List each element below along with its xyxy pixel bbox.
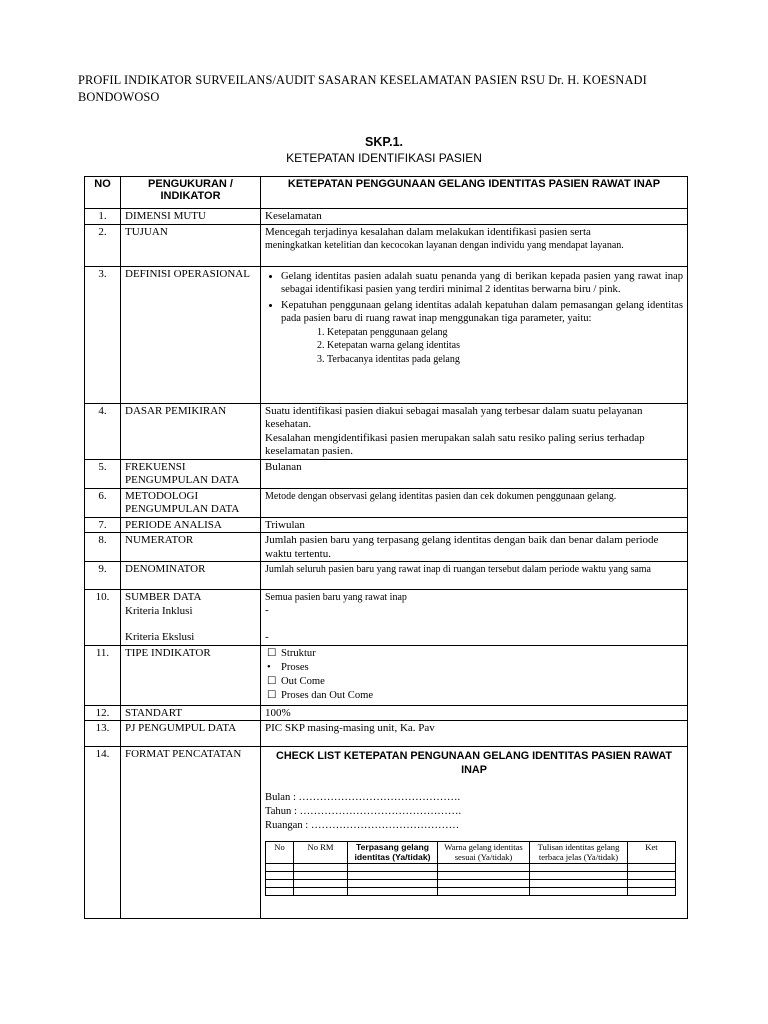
row-value bbox=[261, 590, 688, 646]
document-header bbox=[78, 72, 718, 106]
bullet-icon: • bbox=[267, 661, 271, 673]
definition-list bbox=[265, 270, 683, 367]
basis-line-2: Kesalahan mengidentifikasi pasien merupakan salah satu resiko paling serius terhadap keselamatan pasien. bbox=[265, 431, 645, 457]
inclusion-value: - bbox=[265, 604, 269, 616]
row-no: 4. bbox=[85, 403, 121, 459]
row-value bbox=[261, 266, 688, 403]
row-no: 3. bbox=[85, 266, 121, 403]
row-label: FORMAT PENCATATAN bbox=[121, 747, 261, 919]
row-value: Keselamatan bbox=[261, 209, 688, 225]
checklist-empty-row bbox=[266, 872, 676, 880]
room-field: Ruangan : …………………………………… bbox=[265, 820, 460, 831]
checklist-col-no: No bbox=[266, 842, 294, 864]
header-indicator: PENGUKURAN / INDIKATOR bbox=[121, 177, 261, 209]
source-value: Semua pasien baru yang rawat inap bbox=[265, 592, 407, 603]
exclusion-label: Kriteria Ekslusi bbox=[125, 631, 195, 643]
row-no: 13. bbox=[85, 721, 121, 747]
checklist-empty-row bbox=[266, 888, 676, 896]
row-no: 8. bbox=[85, 533, 121, 562]
table-row bbox=[85, 488, 688, 517]
row-value: Jumlah seluruh pasien baru yang rawat inap di ruangan tersebut dalam periode waktu yang sama bbox=[261, 562, 688, 590]
table-header-row bbox=[85, 177, 688, 209]
purpose-line-1: Mencegah terjadinya kesalahan dalam melakukan identifikasi pasien serta bbox=[265, 225, 591, 238]
header-value: KETEPATAN PENGGUNAAN GELANG IDENTITAS PASIEN RAWAT INAP bbox=[261, 177, 688, 209]
checklist-title: CHECK LIST KETEPATAN PENGUNAAN GELANG IDENTITAS PASIEN RAWAT INAP bbox=[276, 750, 672, 776]
option-label: Proses bbox=[281, 661, 309, 673]
row-value: 100% bbox=[261, 705, 688, 721]
row-no: 7. bbox=[85, 517, 121, 533]
indicator-type-option bbox=[265, 661, 683, 675]
document-title bbox=[84, 134, 684, 166]
row-label: PJ PENGUMPUL DATA bbox=[121, 721, 261, 747]
parameter-item: 2. Ketepatan warna gelang identitas bbox=[327, 339, 683, 353]
checklist-col-installed: Terpasang gelang identitas (Ya/tidak) bbox=[348, 842, 438, 864]
checklist-header-row bbox=[266, 842, 676, 864]
checklist-col-note: Ket bbox=[628, 842, 676, 864]
month-field: Bulan : ………………………………………. bbox=[265, 792, 461, 803]
inclusion-label: Kriteria Inklusi bbox=[125, 604, 193, 617]
table-row bbox=[85, 403, 688, 459]
row-no: 2. bbox=[85, 224, 121, 266]
table-row bbox=[85, 209, 688, 225]
year-field: Tahun : ………………………………………. bbox=[265, 806, 462, 817]
parameter-item: 1. Ketepatan penggunaan gelang bbox=[327, 326, 683, 340]
definition-bullet-2 bbox=[281, 299, 683, 367]
row-label: NUMERATOR bbox=[121, 533, 261, 562]
table-row bbox=[85, 590, 688, 646]
row-label: METODOLOGI PENGUMPULAN DATA bbox=[121, 488, 261, 517]
table-row bbox=[85, 747, 688, 919]
row-label: PERIODE ANALISA bbox=[121, 517, 261, 533]
exclusion-value: - bbox=[265, 630, 269, 643]
checkbox-icon: ☐ bbox=[267, 647, 277, 659]
table-row bbox=[85, 517, 688, 533]
indicator-type-option bbox=[265, 647, 683, 661]
checklist-empty-row bbox=[266, 864, 676, 872]
row-value: Triwulan bbox=[261, 517, 688, 533]
row-label: DEFINISI OPERASIONAL bbox=[121, 266, 261, 403]
table-row bbox=[85, 459, 688, 488]
checklist-meta bbox=[265, 791, 683, 833]
indicator-name: KETEPATAN IDENTIFIKASI PASIEN bbox=[286, 151, 482, 165]
checklist-table bbox=[265, 841, 676, 896]
checklist-col-readable: Tulisan identitas gelang terbaca jelas (Ya/tidak) bbox=[530, 842, 628, 864]
indicator-profile-table bbox=[84, 176, 688, 919]
row-label: DASAR PEMIKIRAN bbox=[121, 403, 261, 459]
definition-bullet-1: • Gelang identitas pasien adalah suatu penanda yang di berikan kepada pasien yang rawat inap sebagai identifikasi pasien yang terdiri minimal 2 identitas berwarna biru / pink. bbox=[281, 270, 683, 297]
row-value bbox=[261, 645, 688, 705]
row-no: 1. bbox=[85, 209, 121, 225]
table-row bbox=[85, 721, 688, 747]
row-value bbox=[261, 403, 688, 459]
row-value: PIC SKP masing-masing unit, Ka. Pav bbox=[261, 721, 688, 747]
basis-line-1: Suatu identifikasi pasien diakui sebagai masalah yang terbesar dalam suatu pelayanan kesehatan. bbox=[265, 404, 643, 430]
row-no: 11. bbox=[85, 645, 121, 705]
row-label: DENOMINATOR bbox=[121, 562, 261, 590]
row-no: 5. bbox=[85, 459, 121, 488]
checkbox-icon: ☐ bbox=[267, 675, 277, 687]
row-no: 9. bbox=[85, 562, 121, 590]
table-row bbox=[85, 266, 688, 403]
option-label: Out Come bbox=[281, 675, 325, 687]
row-value: Metode dengan observasi gelang identitas pasien dan cek dokumen penggunaan gelang. bbox=[261, 488, 688, 517]
row-label: DIMENSI MUTU bbox=[121, 209, 261, 225]
option-label: Struktur bbox=[281, 647, 316, 659]
checklist-col-color: Warna gelang identitas sesuai (Ya/tidak) bbox=[438, 842, 530, 864]
header-line-2: BONDOWOSO bbox=[78, 90, 160, 104]
row-label: TIPE INDIKATOR bbox=[121, 645, 261, 705]
row-label: TUJUAN bbox=[121, 224, 261, 266]
table-row bbox=[85, 705, 688, 721]
row-label: FREKUENSI PENGUMPULAN DATA bbox=[121, 459, 261, 488]
indicator-type-option bbox=[265, 689, 683, 703]
table-row bbox=[85, 224, 688, 266]
row-no: 12. bbox=[85, 705, 121, 721]
row-value: Bulanan bbox=[261, 459, 688, 488]
indicator-code: SKP.1. bbox=[365, 135, 403, 149]
parameter-item: 3. Terbacanya identitas pada gelang bbox=[327, 353, 683, 367]
row-label bbox=[121, 590, 261, 646]
row-no: 6. bbox=[85, 488, 121, 517]
table-row bbox=[85, 533, 688, 562]
checklist-empty-row bbox=[266, 880, 676, 888]
header-no: NO bbox=[85, 177, 121, 209]
row-label: STANDART bbox=[121, 705, 261, 721]
table-row bbox=[85, 645, 688, 705]
checkbox-icon: ☐ bbox=[267, 689, 277, 701]
parameter-list bbox=[317, 326, 683, 367]
indicator-type-option bbox=[265, 675, 683, 689]
source-label: SUMBER DATA bbox=[125, 591, 202, 603]
option-label: Proses dan Out Come bbox=[281, 689, 374, 701]
row-value bbox=[261, 747, 688, 919]
definition-bullet-2-text: Kepatuhan penggunaan gelang identitas adalah kepatuhan dalam pemasangan gelang identitas pada pasien baru di ruang rawat inap menggunakan tiga parameter, yaitu: bbox=[281, 299, 683, 324]
table-row bbox=[85, 562, 688, 590]
row-no: 10. bbox=[85, 590, 121, 646]
row-no: 14. bbox=[85, 747, 121, 919]
purpose-line-2: meningkatkan ketelitian dan kecocokan layanan dengan individu yang mendapat layanan. bbox=[265, 240, 624, 251]
checklist-col-rm: No RM bbox=[294, 842, 348, 864]
row-value: Jumlah pasien baru yang terpasang gelang identitas dengan baik dan benar dalam periode waktu tertentu. bbox=[261, 533, 688, 562]
row-value bbox=[261, 224, 688, 266]
header-line-1: PROFIL INDIKATOR SURVEILANS/AUDIT SASARAN KESELAMATAN PASIEN RSU Dr. H. KOESNADI bbox=[78, 73, 647, 87]
